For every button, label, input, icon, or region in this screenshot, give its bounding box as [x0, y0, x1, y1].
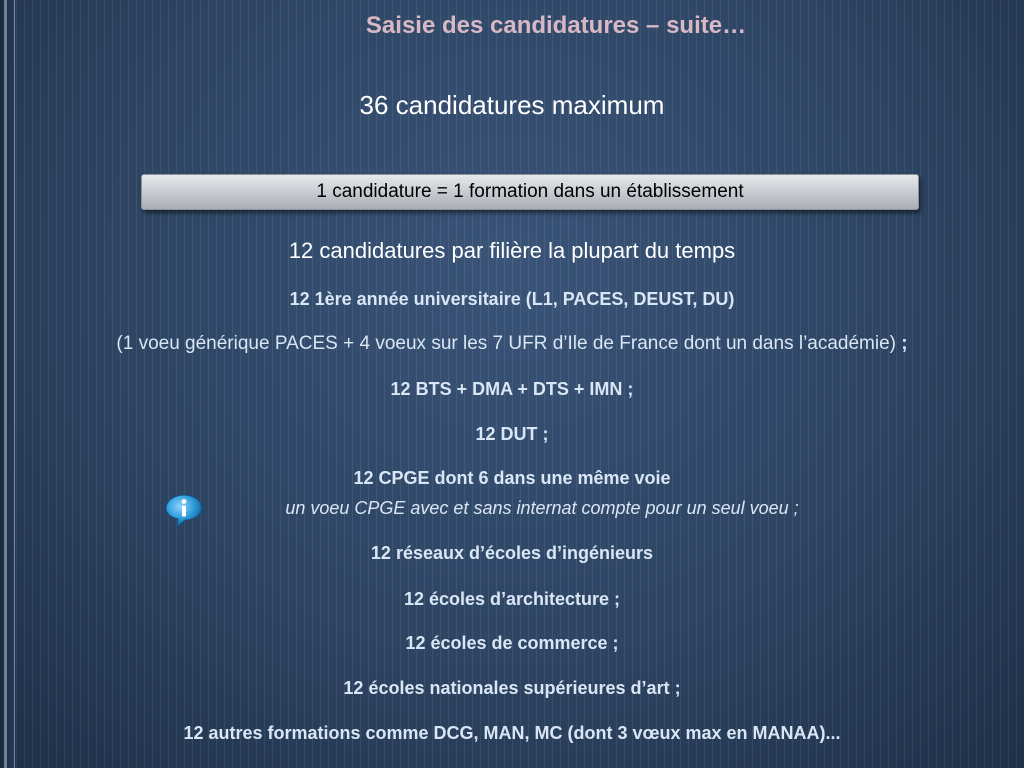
definition-banner: 1 candidature = 1 formation dans un établissement	[141, 174, 919, 210]
list-item-engineering: 12 réseaux d’écoles d’ingénieurs	[370, 543, 654, 563]
list-item-dut: 12 DUT ;	[475, 424, 549, 444]
list-item-paces-detail	[0, 333, 1024, 355]
list-item-university: 12 1ère année universitaire (L1, PACES, DEUST, DU)	[289, 289, 735, 309]
list-item-other: 12 autres formations comme DCG, MAN, MC (dont 3 vœux max en MANAA)...	[183, 723, 841, 743]
list-item-architecture: 12 écoles d’architecture ;	[403, 589, 621, 609]
list-item-art: 12 écoles nationales supérieures d’art ;	[343, 678, 681, 698]
list-item-commerce: 12 écoles de commerce ;	[405, 633, 619, 653]
paces-detail-text: (1 voeu générique PACES + 4 voeux sur les 7 UFR d’Ile de France dont un dans l’académie)	[116, 333, 896, 354]
list-item-bts: 12 BTS + DMA + DTS + IMN ;	[390, 379, 634, 399]
slide-subtitle: 36 candidatures maximum	[359, 90, 665, 120]
slide-title: Saisie des candidatures – suite…	[365, 12, 747, 39]
intro-line: 12 candidatures par filière la plupart du temps	[288, 238, 736, 263]
paces-detail-semicolon: ;	[901, 333, 908, 354]
list-item-cpge-note: un voeu CPGE avec et sans internat compte pour un seul voeu ;	[285, 498, 799, 518]
list-item-cpge: 12 CPGE dont 6 dans une même voie	[353, 468, 671, 488]
